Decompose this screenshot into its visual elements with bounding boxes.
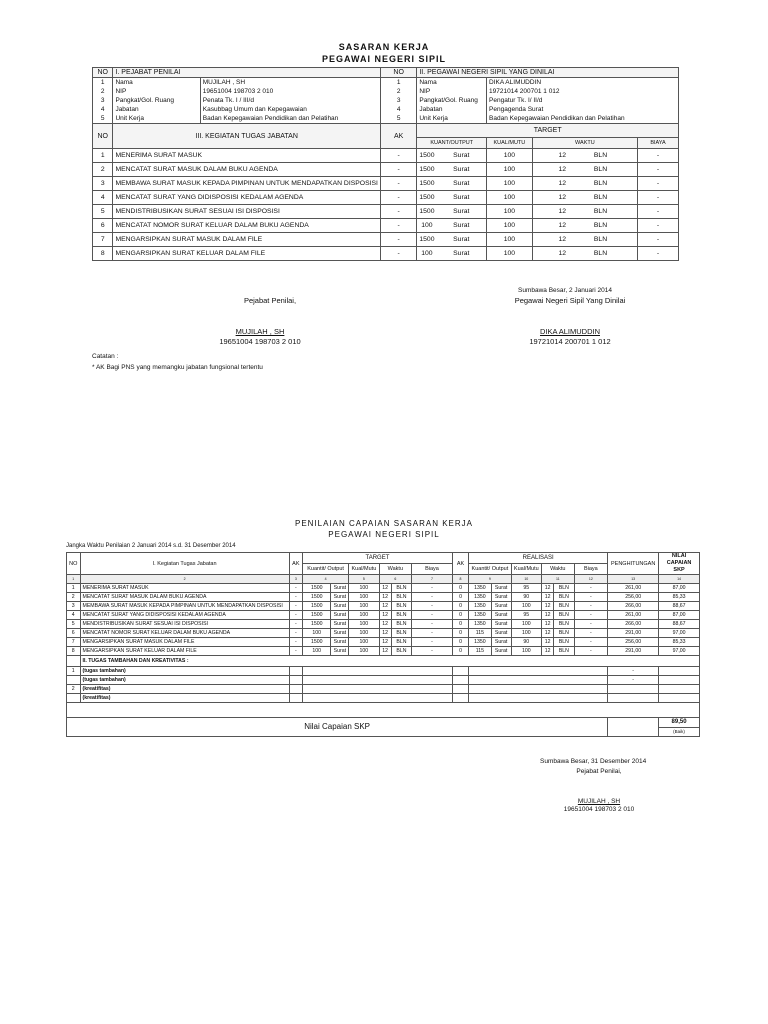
penilaian-name: MUJILAH , SH [577, 798, 621, 805]
table-row: 4 MENCATAT SURAT YANG DIDISPOSISI KEDALAM AGENDA - 1500 Surat 100 12 BLN - 0 1350 Surat 95 12 BLN - 261,00 87,00 [67, 611, 700, 620]
activity-row: 1 MENERIMA SURAT MASUK - 1500 Surat 100 12 BLN - [93, 149, 679, 163]
extra-row: (kreatifitas) [67, 694, 700, 703]
column-number-row: 1 2 3 4 5 6 7 8 9 10 11 12 13 14 [67, 575, 700, 584]
activity-row: 6 MENCATAT NOMOR SURAT KELUAR DALAM BUKU AGENDA - 100 Surat 100 12 BLN - [93, 219, 679, 233]
activity-row: 3 MEMBAWA SURAT MASUK KEPADA PIMPINAN UNTUK MENDAPATKAN DISPOSISI - 1500 Surat 100 12 BLN - [93, 177, 679, 191]
extra-row: (tugas tambahan) - [67, 676, 700, 685]
penilaian-nip: 19651004 198703 2 010 [563, 806, 635, 813]
penilaian-title: PENILAIAN CAPAIAN SASARAN KERJA [294, 519, 473, 528]
identity-row: 4 Jabatan Kasubbag Umum dan Kepegawaian 4 Jabatan Pengagenda Surat [93, 105, 679, 114]
identity-row: 1 Nama MUJILAH , SH 1 Nama DIKA ALIMUDDIN [93, 78, 679, 88]
penilaian-table: NO I. Kegiatan Tugas Jabatan AK TARGET AK REALISASI PENGHITUNGAN NILAI CAPAIAN SKP Kuantit/ Output Kual/Mutu Waktu Biaya Kuantit/ Output Kual/Mutu Waktu Biaya 1 2 3 4 5 6 7 8 9 10 11 12 13 14 1 MENERIMA SURAT MASUK - 1500 Surat 100 12 BLN - 0 1350 Surat 95 12 BLN - 261,00 87,00 2 MENCATAT SURAT MASUK DALAM BUKU AGENDA - 1500 Surat 100 12 BLN - 0 1350 Surat 90 12 BLN - 256,00 85,33 3 MEMBAWA SURAT MASUK KEPADA PIMPINAN UNTUK MENDAPATKAN DISPOSISI - 1500 Surat 100 12 BLN - 0 1350 Surat 100 12 BLN - 266,00 88,67 4 MENCATAT SURAT YANG DIDISPOSISI KEDALAM AGENDA - 1500 Surat 100 12 BLN - 0 1350 Surat 95 12 BLN - 261,00 87,00 5 MENDISTRIBUSIKAN SURAT SESUAI ISI DISPOSISI - 1500 Surat 100 12 BLN - 0 1350 Surat 100 12 BLN - 266,00 88,67 6 MENCATAT NOMOR SURAT KELUAR DALAM BUKU AGENDA - 100 Surat 100 12 BLN - 0 115 Surat 100 12 BLN - 291,00 97,00 7 MENGARSIPKAN SURAT MASUK DALAM FILE - 1500 Surat 100 12 BLN - 0 1350 Surat 90 12 BLN - 256,00 85,33 8 MENGARSIPKAN SURAT KELUAR DALAM FILE - 100 Surat 100 12 BLN - 0 115 Surat 100 12 BLN - 291,00 97,00 II. TUGAS TAMBAHAN DAN KREATIVITAS : 1 (tugas tambahan) - (tugas tambahan) - 2 (kreatifitas) (kreatifitas) Nilai Capaian SKP 89,50 (Baik) [66, 552, 700, 737]
table-row: 3 MEMBAWA SURAT MASUK KEPADA PIMPINAN UNTUK MENDAPATKAN DISPOSISI - 1500 Surat 100 12 BLN - 0 1350 Surat 100 12 BLN - 266,00 88,67 [67, 602, 700, 611]
nilai-value: 89,50 [659, 718, 700, 728]
place-date: Sumbawa Besar, 2 Januari 2014 [518, 287, 612, 294]
activity-row: 5 MENDISTRIBUSIKAN SURAT SESUAI ISI DISPOSISI - 1500 Surat 100 12 BLN - [93, 205, 679, 219]
penilaian-role: Pejabat Penilai, [576, 768, 622, 775]
left-role: Pejabat Penilai, [243, 296, 297, 305]
right-role: Pegawai Negeri Sipil Yang Dinilai [514, 296, 626, 305]
activity-row: 2 MENCATAT SURAT MASUK DALAM BUKU AGENDA - 1500 Surat 100 12 BLN - [93, 163, 679, 177]
activity-row: 8 MENGARSIPKAN SURAT KELUAR DALAM FILE - 100 Surat 100 12 BLN - [93, 247, 679, 261]
header-pejabat: I. PEJABAT PENILAI [113, 68, 380, 78]
table-row: 8 MENGARSIPKAN SURAT KELUAR DALAM FILE - 100 Surat 100 12 BLN - 0 115 Surat 100 12 BLN - 291,00 97,00 [67, 647, 700, 656]
doc-title: SASARAN KERJA [338, 42, 430, 52]
table-row: 1 MENERIMA SURAT MASUK - 1500 Surat 100 12 BLN - 0 1350 Surat 95 12 BLN - 261,00 87,00 [67, 584, 700, 593]
doc-subtitle: PEGAWAI NEGERI SIPIL [321, 54, 447, 64]
extra-row: 1 (tugas tambahan) - [67, 667, 700, 676]
identity-row: 3 Pangkat/Gol. Ruang Penata Tk. I / III/d 3 Pangkat/Gol. Ruang Pengatur Tk. I/ II/d [93, 96, 679, 105]
penilaian-subtitle: PEGAWAI NEGERI SIPIL [328, 530, 440, 539]
act-header-kegiatan: III. KEGIATAN TUGAS JABATAN [113, 124, 380, 149]
header-pegawai: II. PEGAWAI NEGERI SIPIL YANG DINILAI [417, 68, 679, 78]
right-name: DIKA ALIMUDDIN [539, 327, 600, 336]
identity-row: 2 NIP 19651004 198703 2 010 2 NIP 19721014 200701 1 012 [93, 87, 679, 96]
nilai-label: Nilai Capaian SKP [67, 718, 608, 737]
header-no: NO [93, 68, 113, 78]
table-row: 7 MENGARSIPKAN SURAT MASUK DALAM FILE - 1500 Surat 100 12 BLN - 0 1350 Surat 90 12 BLN - 256,00 85,33 [67, 638, 700, 647]
right-nip: 19721014 200701 1 012 [529, 337, 611, 346]
table-row: 2 MENCATAT SURAT MASUK DALAM BUKU AGENDA - 1500 Surat 100 12 BLN - 0 1350 Surat 90 12 BLN - 256,00 85,33 [67, 593, 700, 602]
activity-row: 7 MENGARSIPKAN SURAT MASUK DALAM FILE - 1500 Surat 100 12 BLN - [93, 233, 679, 247]
penilaian-place-date: Sumbawa Besar, 31 Desember 2014 [540, 758, 647, 765]
activity-row: 4 MENCATAT SURAT YANG DIDISPOSISI KEDALAM AGENDA - 1500 Surat 100 12 BLN - [93, 191, 679, 205]
act-header-ak: AK [380, 124, 416, 149]
nilai-kategori: (Baik) [659, 727, 700, 737]
left-nip: 19651004 198703 2 010 [219, 337, 301, 346]
extra-row: 2 (kreatifitas) [67, 685, 700, 694]
header-no2: NO [380, 68, 416, 78]
table-row: 6 MENCATAT NOMOR SURAT KELUAR DALAM BUKU AGENDA - 100 Surat 100 12 BLN - 0 115 Surat 100 12 BLN - 291,00 97,00 [67, 629, 700, 638]
section2-label: II. TUGAS TAMBAHAN DAN KREATIVITAS : [80, 656, 700, 667]
catatan-note: * AK Bagi PNS yang memangku jabatan fungsional tertentu [92, 364, 263, 371]
catatan-label: Catatan : [92, 353, 119, 360]
act-header-no: NO [93, 124, 113, 149]
table-row: 5 MENDISTRIBUSIKAN SURAT SESUAI ISI DISPOSISI - 1500 Surat 100 12 BLN - 0 1350 Surat 100 12 BLN - 266,00 88,67 [67, 620, 700, 629]
sasaran-table: NO I. PEJABAT PENILAI NO II. PEGAWAI NEGERI SIPIL YANG DINILAI 1 Nama MUJILAH , SH 1 Nama DIKA ALIMUDDIN 2 NIP 19651004 198703 2 010 2 NIP 19721014 200701 1 012 3 Pangkat/Gol. Ruang Penata Tk. I / III/d 3 Pangkat/Gol. Ruang Pengatur Tk. I/ II/d 4 Jabatan Kasubbag Umum dan Kepegawaian 4 Jabatan Pengagenda Surat 5 Unit Kerja Badan Kepegawaian Pendidikan dan Pelatihan 5 Unit Kerja Badan Kepegawaian Pendidikan dan Pelatihan NO III. KEGIATAN TUGAS JABATAN AK TARGET KUANT/OUTPUT KUAL/MUTU WAKTU BIAYA 1 MENERIMA SURAT MASUK - 1500 Surat 100 12 BLN - 2 MENCATAT SURAT MASUK DALAM BUKU AGENDA - 1500 Surat 100 12 BLN - 3 MEMBAWA SURAT MASUK KEPADA PIMPINAN UNTUK MENDAPATKAN DISPOSISI - 1500 Surat 100 12 BLN - 4 MENCATAT SURAT YANG DIDISPOSISI KEDALAM AGENDA - 1500 Surat 100 12 BLN - 5 MENDISTRIBUSIKAN SURAT SESUAI ISI DISPOSISI - 1500 Surat 100 12 BLN - 6 MENCATAT NOMOR SURAT KELUAR DALAM BUKU AGENDA - 100 Surat 100 12 BLN - 7 MENGARSIPKAN SURAT MASUK DALAM FILE - 1500 Surat 100 12 BLN - 8 MENGARSIPKAN SURAT KELUAR DALAM FILE - 100 Surat 100 12 BLN - [92, 67, 679, 261]
left-name: MUJILAH , SH [235, 327, 285, 336]
period: Jangka Waktu Penilaian 2 Januari 2014 s.d. 31 Desember 2014 [66, 543, 236, 549]
identity-row: 5 Unit Kerja Badan Kepegawaian Pendidikan dan Pelatihan 5 Unit Kerja Badan Kepegawaian Pendidikan dan Pelatihan [93, 114, 679, 124]
act-header-target: TARGET [417, 124, 679, 138]
